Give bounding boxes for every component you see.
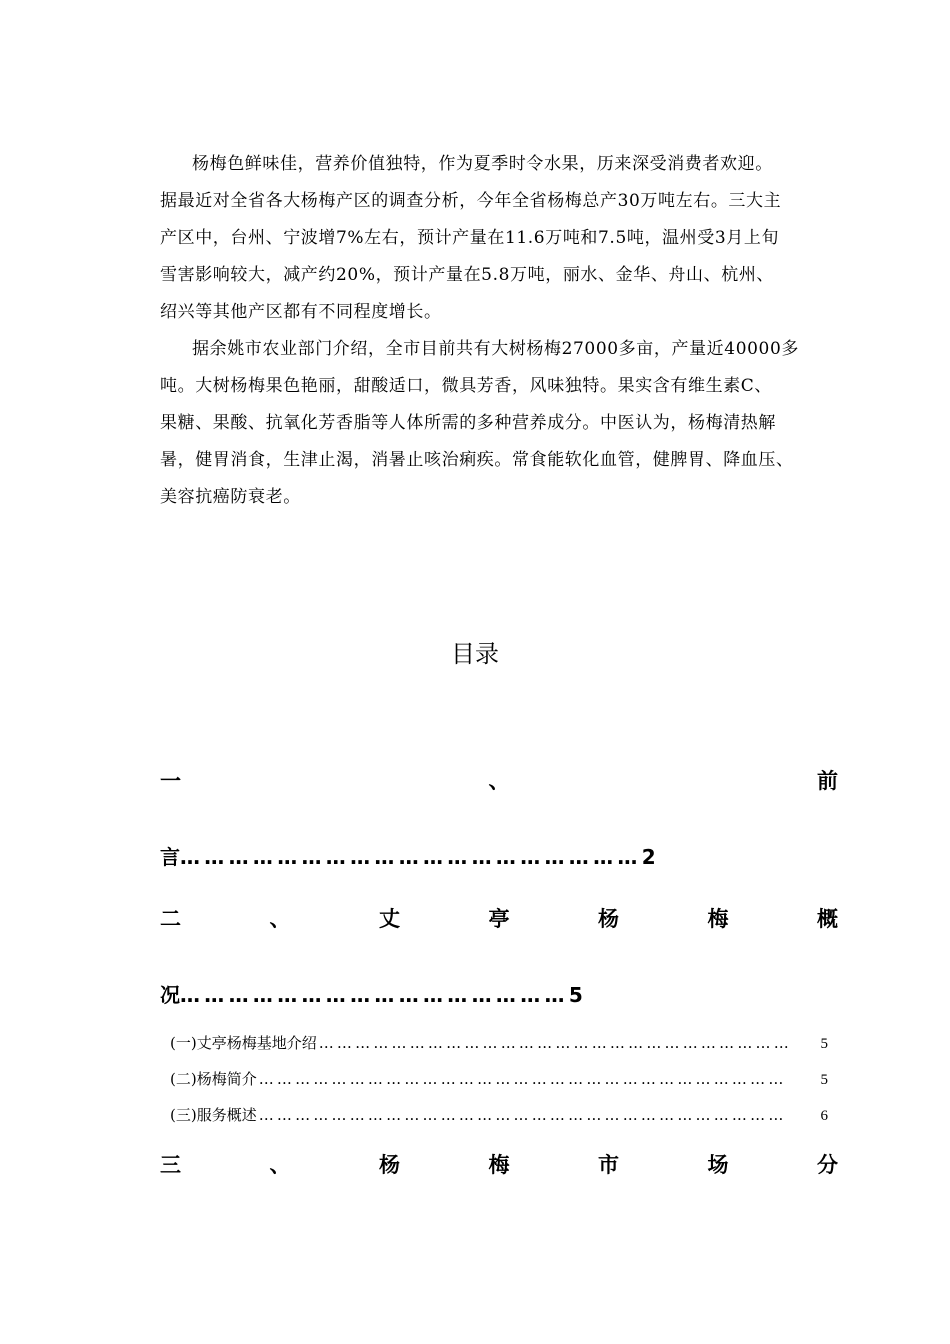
toc-page-number: 5 — [568, 983, 583, 1007]
toc-subentry[interactable] — [170, 1068, 828, 1090]
toc-char: 市 — [598, 1153, 619, 1177]
toc-page-number: 5 — [820, 1036, 828, 1052]
paragraph-line: 雪害影响较大，减产约20%，预计产量在5.8万吨，丽水、金华、舟山、杭州、 — [160, 265, 775, 285]
toc-char: 、 — [269, 1153, 291, 1177]
toc-char: 、 — [488, 769, 510, 793]
paragraph-line: 果糖、果酸、抗氧化芳香脂等人体所需的多种营养成分。中医认为，杨梅清热解 — [160, 413, 776, 433]
toc-page-number: 5 — [820, 1072, 828, 1088]
toc-entry-1-continuation[interactable] — [160, 842, 656, 872]
toc-char: 二 — [160, 907, 181, 931]
toc-char: 概 — [817, 907, 838, 931]
toc-leader-dots: ………………………………………………… — [180, 845, 642, 869]
toc-subentry[interactable] — [170, 1104, 828, 1126]
intro-text — [160, 146, 850, 516]
toc-entry-heading — [160, 1150, 838, 1180]
paragraph-line: 产区中，台州、宁波增7%左右，预计产量在11.6万吨和7.5吨，温州受3月上旬 — [160, 228, 780, 248]
toc-page-number: 2 — [641, 845, 656, 869]
paragraph-line: 据最近对全省各大杨梅产区的调查分析，今年全省杨梅总产30万吨左右。三大主 — [160, 191, 782, 211]
toc-entry-heading — [160, 766, 838, 796]
toc-char: 、 — [269, 907, 291, 931]
toc-entry-2[interactable] — [160, 904, 838, 934]
toc-entry-heading — [160, 904, 838, 934]
toc-entry-1[interactable] — [160, 766, 838, 796]
toc-char: 三 — [160, 1153, 181, 1177]
toc-leader-dots: …………………………………………………………………… — [318, 1034, 792, 1052]
toc-char: 前 — [817, 769, 838, 793]
paragraph-line: 杨梅色鲜味佳，营养价值独特，作为夏季时令水果，历来深受消费者欢迎。 — [192, 154, 773, 174]
toc-char: 一 — [160, 769, 181, 793]
toc-subentry[interactable] — [170, 1032, 828, 1054]
toc-char: 分 — [817, 1153, 838, 1177]
toc-char: 梅 — [488, 1153, 510, 1177]
toc-entry-3[interactable] — [160, 1150, 838, 1180]
toc-entry-text: 况 — [160, 983, 180, 1007]
paragraph-line: 吨。大树杨梅果色艳丽，甜酸适口，微具芳香，风味独特。果实含有维生素C、 — [160, 376, 773, 396]
toc-leader-dots: ………………………………………… — [180, 983, 569, 1007]
toc-char: 梅 — [707, 907, 729, 931]
toc-title: 目录 — [451, 640, 499, 668]
paragraph-line: 暑，健胃消食，生津止渴，消暑止咳治痢疾。常食能软化血管，健脾胃、降血压、 — [160, 450, 794, 470]
toc-subentry-label: (二)杨梅简介 — [170, 1070, 257, 1088]
paragraph-line: 据余姚市农业部门介绍，全市目前共有大树杨梅27000多亩，产量近40000多 — [192, 339, 799, 359]
toc-char: 场 — [707, 1153, 729, 1177]
toc-char: 丈 — [379, 907, 400, 931]
toc-leader-dots: …………………………………………………………………………… — [258, 1070, 787, 1088]
paragraph-line: 绍兴等其他产区都有不同程度增长。 — [160, 302, 442, 322]
toc-subentry-label: (一)丈亭杨梅基地介绍 — [170, 1034, 317, 1052]
toc-entry-text: 言 — [160, 845, 180, 869]
paragraph-line: 美容抗癌防衰老。 — [160, 487, 301, 507]
toc-page-number: 6 — [820, 1108, 828, 1124]
toc-char: 杨 — [379, 1153, 400, 1177]
toc-char: 杨 — [598, 907, 619, 931]
toc-leader-dots: …………………………………………………………………………… — [258, 1106, 787, 1124]
toc-entry-2-continuation[interactable] — [160, 980, 583, 1010]
toc-subentry-label: (三)服务概述 — [170, 1106, 257, 1124]
toc-char: 亭 — [488, 907, 510, 931]
